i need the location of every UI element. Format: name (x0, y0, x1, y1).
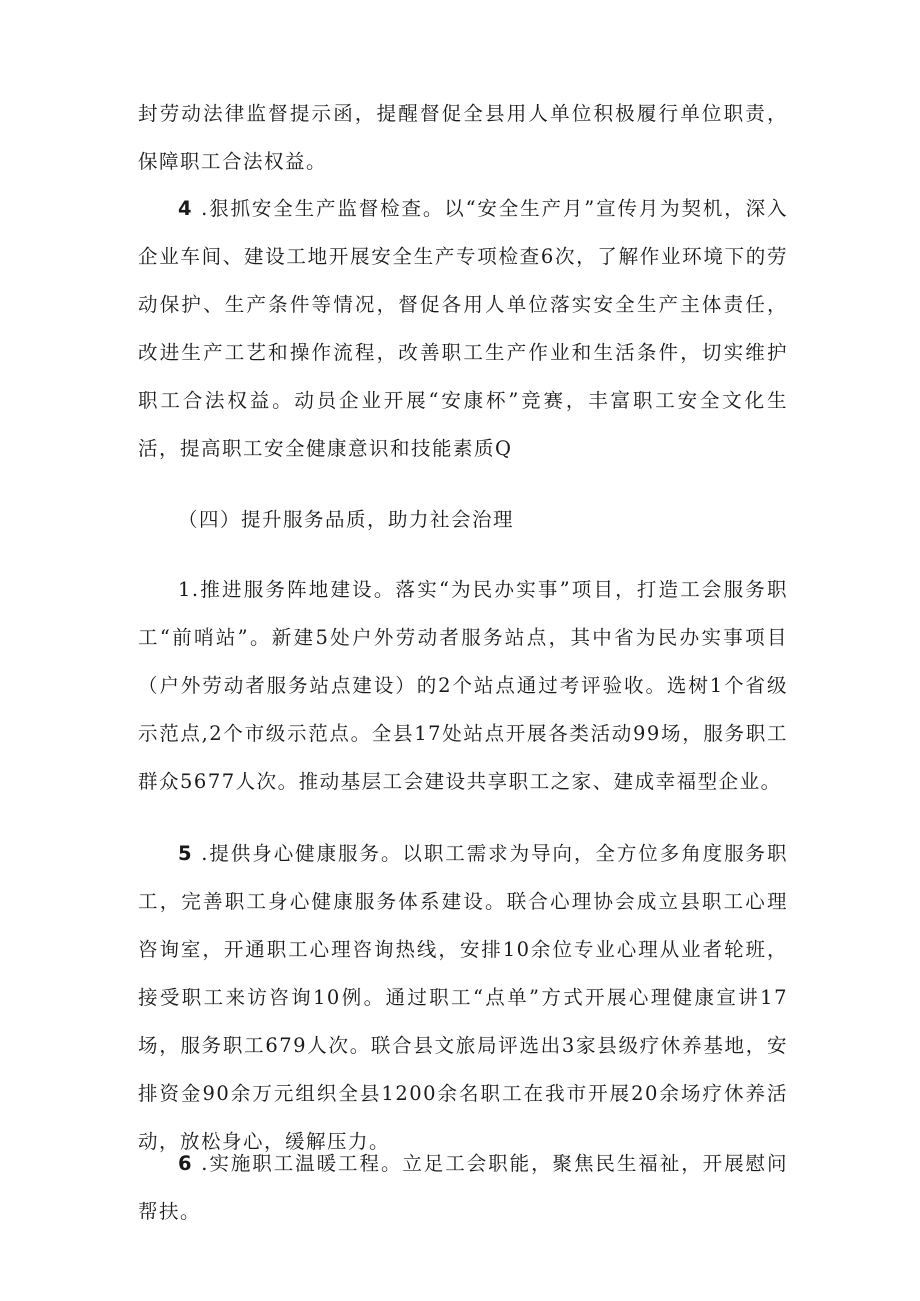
item-number: 5 (178, 842, 194, 865)
item-number: 6 (178, 1152, 194, 1175)
paragraph-warmth-project: 6 .实施职工温暖工程。立足工会职能，聚焦民生福祉，开展慰问帮扶。 (138, 1152, 788, 1223)
paragraph-health-services: 5 .提供身心健康服务。以职工需求为导向，全方位多角度服务职工，完善职工身心健康服务体系建设。联合心理协会成立县职工心理咨询室，开通职工心理咨询热线，安排10余位专业心理从业者轮班，接受职工来访咨询10例。通过职工“点单”方式开展心理健康宣讲17场，服务职工679人次。联合县文旅局评选出3家县级疗休养基地，安排资金90余万元组织全县1200余名职工在我市开展20余场疗休养活动，放松身心，缓解压力。 (138, 842, 788, 1153)
section-heading: （四）提升服务品质，助力社会治理 (178, 508, 515, 531)
paragraph-service-stations: 1.推进服务阵地建设。落实“为民办实事”项目，打造工会服务职工“前哨站”。新建5处户外劳动者服务站点，其中省为民办实事项目（户外劳动者服务站点建设）的2个站点通过考评验收。选树1个省级示范点,2个市级示范点。全县17处站点开展各类活动99场，服务职工群众5677人次。推动基层工会建设共享职工之家、建成幸福型企业。 (138, 578, 788, 793)
item-number: 4 (178, 197, 194, 220)
paragraph-labor-law-notice: 封劳动法律监督提示函，提醒督促全县用人单位积极履行单位职责，保障职工合法权益。 (138, 102, 788, 173)
paragraph-safety-inspection: 4 .狠抓安全生产监督检查。以“安全生产月”宣传月为契机，深入企业车间、建设工地开展安全生产专项检查6次，了解作业环境下的劳动保护、生产条件等情况，督促各用人单位落实安全生产主体责任，改进生产工艺和操作流程，改善职工生产作业和生活条件，切实维护职工合法权益。动员企业开展“安康杯”竞赛，丰富职工安全文化生活，提高职工安全健康意识和技能素质Q (138, 197, 788, 460)
